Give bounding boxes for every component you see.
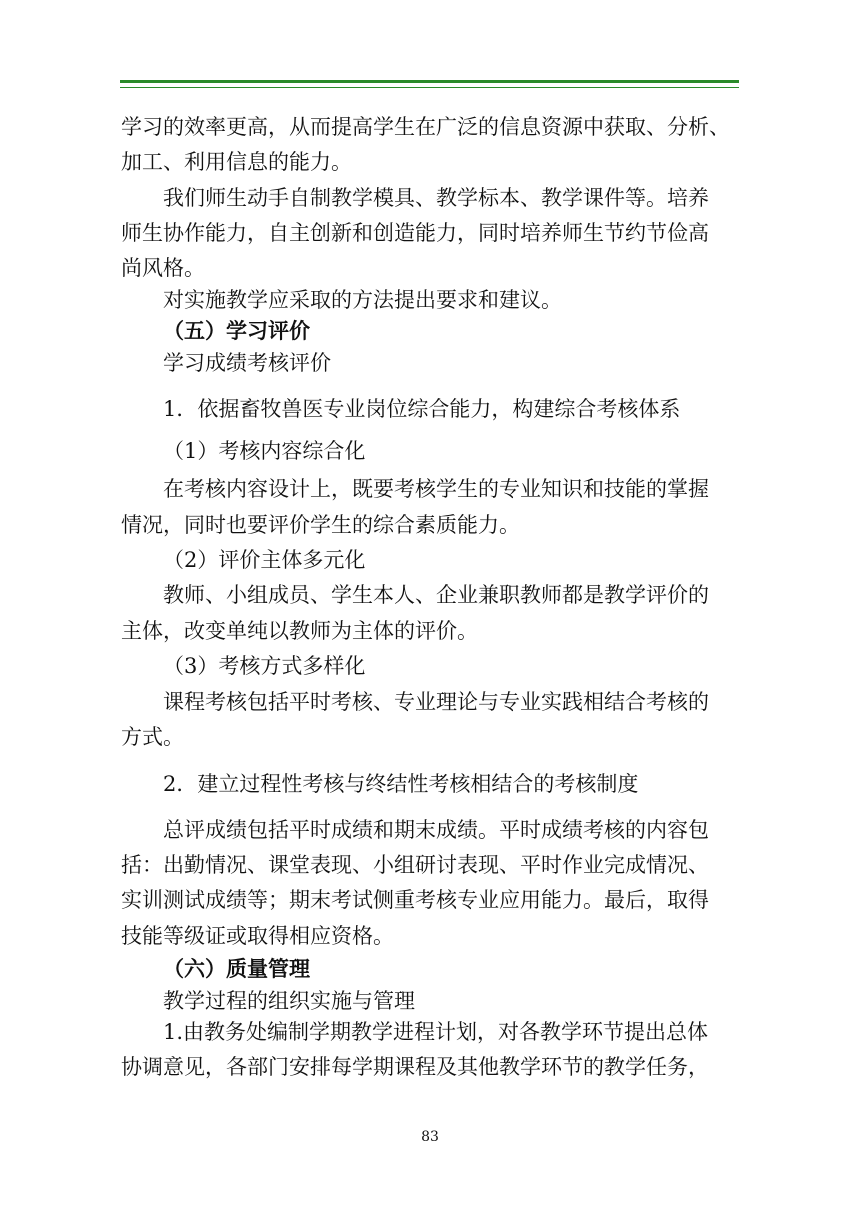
header-rule-thick <box>120 80 739 83</box>
sub-item-1: （1）考核内容综合化 <box>163 439 366 463</box>
sub-item-3: （3）考核方式多样化 <box>163 654 366 678</box>
body-line: 括：出勤情况、课堂表现、小组研讨表现、平时作业完成情况、 <box>121 853 709 877</box>
body-line: 学习的效率更高，从而提高学生在广泛的信息资源中获取、分析、 <box>121 115 730 139</box>
sub-item-2: （2）评价主体多元化 <box>163 548 366 572</box>
paragraph-first-line: 我们师生动手自制教学模具、教学标本、教学课件等。培养 <box>163 186 709 210</box>
subheading: 学习成绩考核评价 <box>163 351 331 375</box>
paragraph-first-line: 总评成绩包括平时成绩和期末成绩。平时成绩考核的内容包 <box>163 818 709 842</box>
body-line: 方式。 <box>121 725 184 749</box>
subheading: 教学过程的组织实施与管理 <box>163 989 415 1013</box>
page-number: 83 <box>421 1129 439 1145</box>
section-heading-5: （五）学习评价 <box>163 318 310 343</box>
body-line: 实训测试成绩等；期末考试侧重考核专业应用能力。最后，取得 <box>121 888 709 912</box>
body-line: 主体，改变单纯以教师为主体的评价。 <box>121 619 478 643</box>
paragraph-first-line: 对实施教学应采取的方法提出要求和建议。 <box>163 288 562 312</box>
body-line: 协调意见，各部门安排每学期课程及其他教学环节的教学任务， <box>121 1055 709 1079</box>
section-heading-6: （六）质量管理 <box>163 956 310 981</box>
paragraph-first-line: 课程考核包括平时考核、专业理论与专业实践相结合考核的 <box>163 690 709 714</box>
paragraph-first-line: 在考核内容设计上，既要考核学生的专业知识和技能的掌握 <box>163 477 709 501</box>
body-line: 师生协作能力，自主创新和创造能力，同时培养师生节约节俭高 <box>121 221 709 245</box>
body-line: 尚风格。 <box>121 256 205 280</box>
paragraph-first-line: 1.由教务处编制学期教学进程计划，对各教学环节提出总体 <box>163 1020 709 1044</box>
numbered-item-1: 1．依据畜牧兽医专业岗位综合能力，构建综合考核体系 <box>163 397 681 421</box>
body-line: 技能等级证或取得相应资格。 <box>121 924 394 948</box>
numbered-item-2: 2．建立过程性考核与终结性考核相结合的考核制度 <box>163 772 639 796</box>
body-line: 加工、利用信息的能力。 <box>121 150 352 174</box>
header-rule-thin <box>120 87 739 88</box>
body-line: 情况，同时也要评价学生的综合素质能力。 <box>121 513 520 537</box>
paragraph-first-line: 教师、小组成员、学生本人、企业兼职教师都是教学评价的 <box>163 583 709 607</box>
